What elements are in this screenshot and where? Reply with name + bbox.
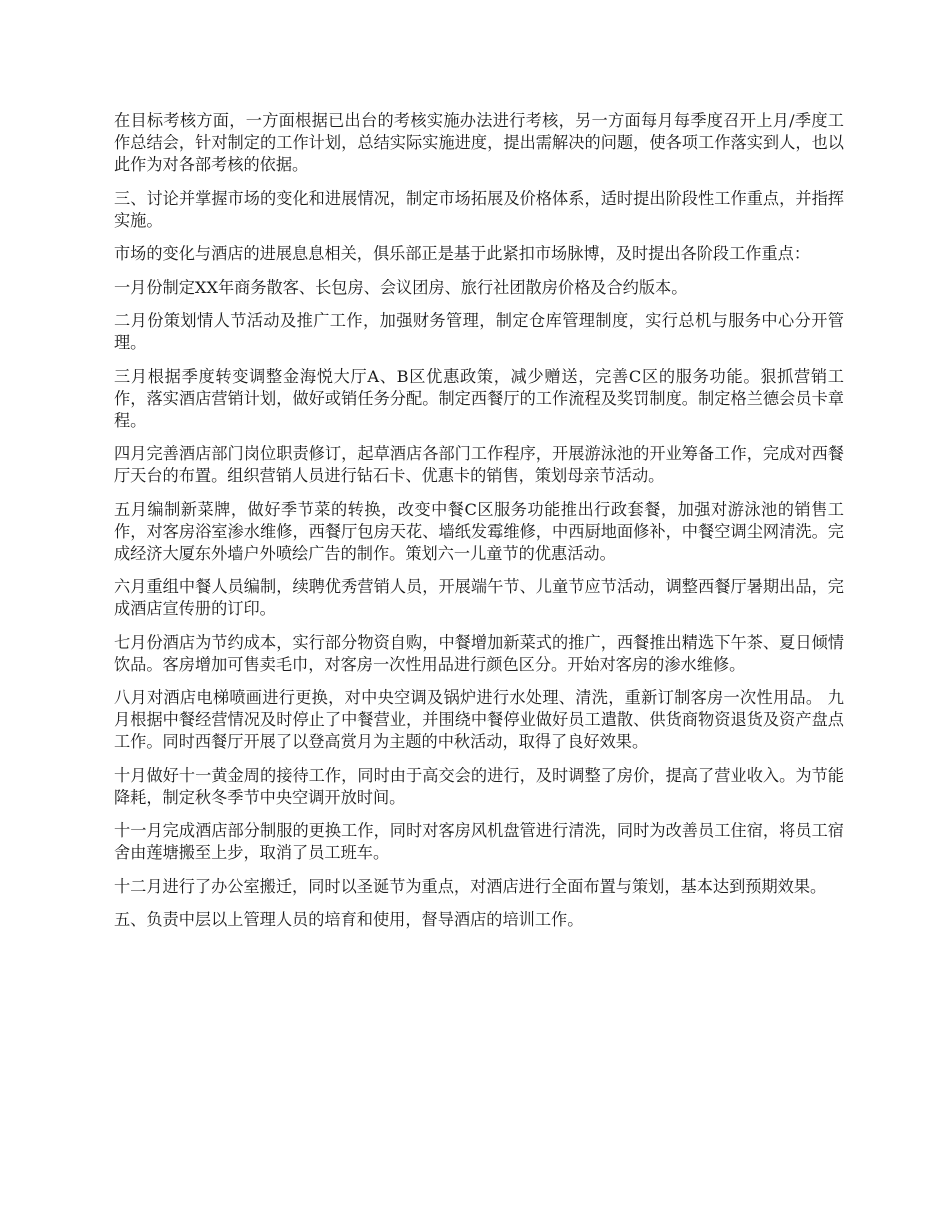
paragraph-october: 十月做好十一黄金周的接待工作，同时由于高交会的进行，及时调整了房价，提高了营业收入。为节能降耗，制定秋冬季节中央空调开放时间。 [114, 765, 844, 807]
paragraph-july: 七月份酒店为节约成本，实行部分物资自购，中餐增加新菜式的推广，西餐推出精选下午茶、夏日倾情饮品。客房增加可售卖毛巾，对客房一次性用品进行颜色区分。开始对客房的渗水维修。 [114, 632, 844, 674]
document-page [114, 110, 844, 943]
paragraph-target-assessment: 在目标考核方面，一方面根据已出台的考核实施办法进行考核，另一方面每月每季度召开上月/季度工作总结会，针对制定的工作计划，总结实际实施进度，提出需解决的问题，使各项工作落实到人，也以此作为对各部考核的依据。 [114, 111, 844, 174]
paragraph-market-intro: 市场的变化与酒店的进展息息相关，俱乐部正是基于此紧扣市场脉博，及时提出各阶段工作重点： [114, 244, 811, 263]
paragraph-may: 五月编制新菜牌，做好季节菜的转换，改变中餐C区服务功能推出行政套餐，加强对游泳池的销售工作，对客房浴室渗水维修，西餐厅包房天花、墙纸发霉维修，中西厨地面修补，中餐空调尘网清洗。完成经济大厦东外墙户外喷绘广告的制作。策划六一儿童节的优惠活动。 [114, 499, 844, 563]
paragraph-january: 一月份制定XX年商务散客、长包房、会议团房、旅行社团散房价格及合约版本。 [114, 277, 688, 297]
paragraph-march: 三月根据季度转变调整金海悦大厅A、B区优惠政策，减少赠送，完善C区的服务功能。狠抓营销工作，落实酒店营销计划，做好或销任务分配。制定西餐厅的工作流程及奖罚制度。制定格兰德会员卡章程。 [114, 366, 844, 430]
paragraph-november: 十一月完成酒店部分制服的更换工作，同时对客房风机盘管进行清洗，同时为改善员工住宿，将员工宿舍由莲塘搬至上步，取消了员工班车。 [114, 821, 844, 862]
paragraph-april: 四月完善酒店部门岗位职责修订，起草酒店各部门工作程序，开展游泳池的开业筹备工作，完成对西餐厅天台的布置。组织营销人员进行钻石卡、优惠卡的销售，策划母亲节活动。 [114, 444, 844, 485]
paragraph-section-three: 三、讨论并掌握市场的变化和进展情况，制定市场拓展及价格体系，适时提出阶段性工作重点，并指挥实施。 [114, 188, 844, 230]
paragraph-section-five: 五、负责中层以上管理人员的培育和使用，督导酒店的培训工作。 [114, 910, 584, 929]
paragraph-august-september: 八月对酒店电梯喷画进行更换，对中央空调及锅炉进行水处理、清洗，重新订制客房一次性用品。 九月根据中餐经营情况及时停止了中餐营业，并围绕中餐停业做好员工遣散、供货商物资退货及资产盘点工作。同时西餐厅开展了以登高赏月为主题的中秋活动，取得了良好效果。 [114, 688, 844, 751]
paragraph-december: 十二月进行了办公室搬迁，同时以圣诞节为重点，对酒店进行全面布置与策划，基本达到预期效果。 [114, 876, 827, 896]
paragraph-february: 二月份策划情人节活动及推广工作，加强财务管理，制定仓库管理制度，实行总机与服务中心分开管理。 [114, 311, 844, 352]
paragraph-june: 六月重组中餐人员编制，续聘优秀营销人员，开展端午节、儿童节应节活动，调整西餐厅暑期出品，完成酒店宣传册的订印。 [114, 577, 844, 618]
